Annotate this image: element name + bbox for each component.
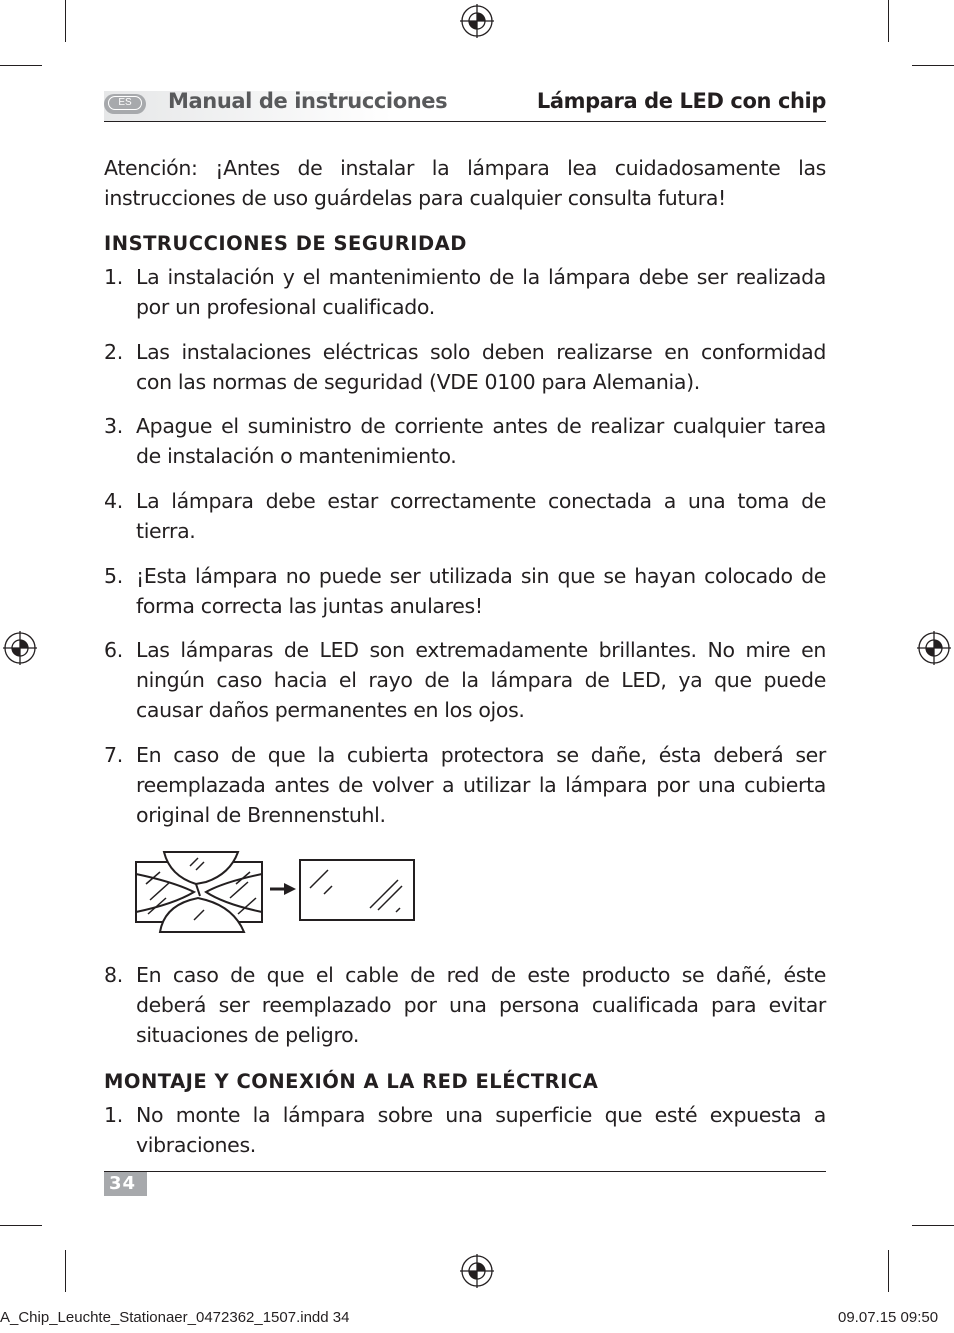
item-number: 5. bbox=[104, 564, 123, 588]
safety-item bbox=[104, 960, 826, 1050]
crop-mark bbox=[912, 65, 954, 66]
item-number: 4. bbox=[104, 489, 123, 513]
item-number: 1. bbox=[104, 1103, 123, 1127]
registration-mark-icon bbox=[460, 1254, 494, 1288]
item-text: ¡Esta lámpara no puede ser utilizada sin que se hayan colocado de forma correcta las juntas anulares! bbox=[136, 564, 826, 618]
slug-timestamp: 09.07.15 09:50 bbox=[838, 1309, 939, 1326]
crop-mark bbox=[888, 1250, 889, 1292]
footer-rule bbox=[104, 1171, 826, 1172]
item-text: En caso de que la cubierta protectora se dañe, ésta deberá ser reemplazada antes de volver a utilizar la lámpara por una cubierta original de Brennenstuhl. bbox=[136, 743, 826, 827]
item-number: 2. bbox=[104, 340, 123, 364]
safety-item bbox=[104, 561, 826, 621]
manual-title: Manual de instrucciones bbox=[168, 89, 448, 113]
item-text: No monte la lámpara sobre una superficie que esté expuesta a vibraciones. bbox=[136, 1103, 826, 1157]
language-badge-label: ES bbox=[108, 96, 142, 110]
item-number: 6. bbox=[104, 638, 123, 662]
mounting-heading: MONTAJE Y CONEXIÓN A LA RED ELÉCTRICA bbox=[104, 1070, 599, 1093]
item-text: La instalación y el mantenimiento de la lámpara debe ser realizada por un profesional cualificado. bbox=[136, 265, 826, 319]
safety-item bbox=[104, 262, 826, 322]
slug-filename: A_Chip_Leuchte_Stationaer_0472362_1507.indd 34 bbox=[0, 1309, 350, 1326]
item-number: 1. bbox=[104, 265, 123, 289]
cover-replacement-illustration bbox=[134, 850, 418, 934]
safety-item bbox=[104, 337, 826, 397]
crop-mark bbox=[912, 1225, 954, 1226]
safety-item bbox=[104, 635, 826, 725]
safety-item bbox=[104, 411, 826, 471]
crop-mark bbox=[0, 65, 42, 66]
crop-mark bbox=[0, 1225, 42, 1226]
page-number: 34 bbox=[104, 1172, 147, 1196]
language-badge bbox=[104, 94, 146, 114]
crop-mark bbox=[888, 0, 889, 42]
intro-paragraph: Atención: ¡Antes de instalar la lámpara lea cuidadosamente las instrucciones de uso guárdelas para cualquier consulta futura! bbox=[104, 156, 826, 210]
item-text: Las instalaciones eléctricas solo deben realizarse en conformidad con las normas de seguridad (VDE 0100 para Alemania). bbox=[136, 340, 826, 394]
broken-glass-icon bbox=[136, 852, 262, 932]
registration-mark-icon bbox=[3, 631, 37, 665]
arrow-right-icon bbox=[270, 883, 296, 895]
safety-item bbox=[104, 486, 826, 546]
item-text: Apague el suministro de corriente antes de realizar cualquier tarea de instalación o mantenimiento. bbox=[136, 414, 826, 468]
crop-mark bbox=[65, 0, 66, 42]
crop-mark bbox=[65, 1250, 66, 1292]
item-number: 8. bbox=[104, 963, 123, 987]
safety-item bbox=[104, 740, 826, 830]
header-rule bbox=[104, 121, 826, 122]
item-number: 3. bbox=[104, 414, 123, 438]
registration-mark-icon bbox=[917, 631, 951, 665]
mounting-item bbox=[104, 1100, 826, 1160]
item-text: Las lámparas de LED son extremadamente brillantes. No mire en ningún caso hacia el rayo de la lámpara de LED, ya que puede causar daños permanentes en los ojos. bbox=[136, 638, 826, 722]
registration-mark-icon bbox=[460, 4, 494, 38]
item-text: La lámpara debe estar correctamente conectada a una toma de tierra. bbox=[136, 489, 826, 543]
safety-heading: INSTRUCCIONES DE SEGURIDAD bbox=[104, 232, 467, 255]
item-number: 7. bbox=[104, 743, 123, 767]
intact-glass-icon bbox=[300, 860, 414, 920]
item-text: En caso de que el cable de red de este producto se dañé, éste deberá ser reemplazado por una persona cualificada para evitar situaciones de peligro. bbox=[136, 963, 826, 1047]
product-title: Lámpara de LED con chip bbox=[536, 89, 826, 113]
